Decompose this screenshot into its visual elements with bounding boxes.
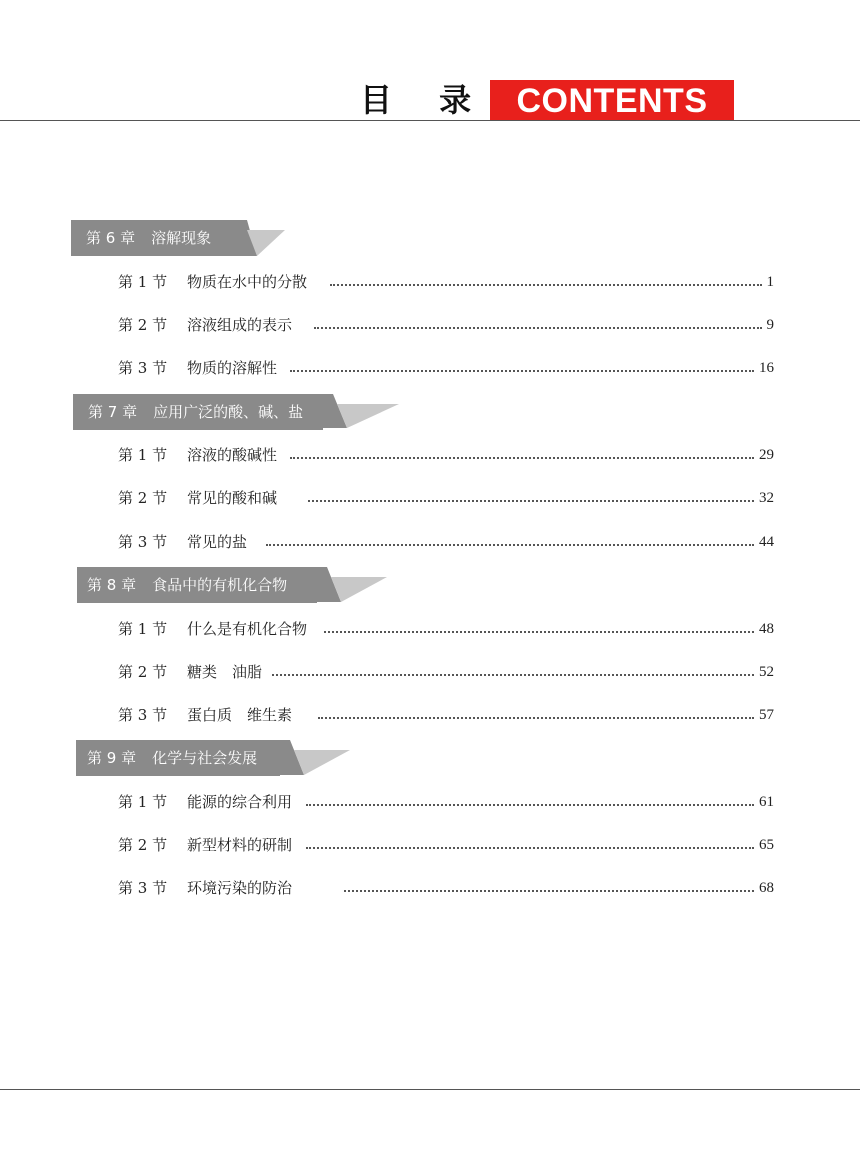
page-number: 65: [757, 832, 774, 858]
section-number: 第 2 节: [118, 836, 168, 854]
toc-entry[interactable]: [118, 659, 774, 685]
section-number: 第 3 节: [118, 879, 168, 897]
dot-leader: [266, 544, 754, 546]
section-number: 第 1 节: [118, 446, 168, 464]
toc-entry[interactable]: [118, 789, 774, 815]
page-number: 52: [757, 659, 774, 685]
chapter-bar: [76, 740, 280, 776]
page-number: 29: [757, 442, 774, 468]
section-number: 第 3 节: [118, 359, 168, 377]
section-number: 第 1 节: [118, 273, 168, 291]
chapter-number: 第 8 章: [87, 576, 137, 594]
section-title: 溶液组成的表示: [187, 312, 292, 338]
dot-leader: [290, 370, 754, 372]
chapter-bar: [77, 567, 317, 603]
chapter-title: 应用广泛的酸、碱、盐: [153, 403, 304, 421]
section-title: 蛋白质 维生素: [187, 702, 292, 728]
page-number: 32: [757, 485, 774, 511]
toc-entry[interactable]: [118, 616, 774, 642]
contents-badge: CONTENTS: [490, 80, 734, 120]
page-number: 16: [757, 355, 774, 381]
section-title: 溶液的酸碱性: [187, 442, 277, 468]
footer-rule: [0, 1089, 860, 1090]
page-number: 61: [757, 789, 774, 815]
chapter-number: 第 6 章: [86, 229, 136, 247]
section-number: 第 3 节: [118, 533, 168, 551]
chapter-title: 溶解现象: [151, 229, 212, 247]
dot-leader: [306, 804, 754, 806]
dot-leader: [272, 674, 754, 676]
chapter-number: 第 7 章: [88, 403, 138, 421]
toc-entry[interactable]: [118, 702, 774, 728]
toc-entry[interactable]: [118, 832, 774, 858]
dot-leader: [306, 847, 754, 849]
toc-entry[interactable]: [118, 529, 774, 555]
chapter-wing-shape: [237, 220, 287, 256]
section-title: 环境污染的防治: [187, 875, 292, 901]
page-header: [0, 0, 860, 122]
dot-leader: [290, 457, 754, 459]
dot-leader: [314, 327, 762, 329]
page-number: 48: [757, 616, 774, 642]
chapter-bar: [71, 220, 237, 256]
chapter-title: 化学与社会发展: [152, 749, 258, 767]
section-title: 新型材料的研制: [187, 832, 292, 858]
dot-leader: [324, 631, 754, 633]
page-number: 68: [757, 875, 774, 901]
chapter-wing-shape: [280, 740, 352, 776]
chapter-wing-shape: [323, 394, 403, 430]
header-rule: [0, 120, 860, 121]
dot-leader: [318, 717, 754, 719]
section-title: 物质在水中的分散: [187, 269, 307, 295]
section-title: 什么是有机化合物: [187, 616, 307, 642]
chapter-bar: [73, 394, 323, 430]
section-title: 常见的酸和碱: [187, 485, 277, 511]
toc-entry[interactable]: [118, 442, 774, 468]
section-number: 第 3 节: [118, 706, 168, 724]
section-number: 第 2 节: [118, 663, 168, 681]
toc-entry[interactable]: [118, 269, 774, 295]
section-number: 第 2 节: [118, 316, 168, 334]
dot-leader: [330, 284, 762, 286]
section-title: 常见的盐: [187, 529, 247, 555]
toc-entry[interactable]: [118, 485, 774, 511]
page-number: 1: [765, 269, 775, 295]
section-number: 第 1 节: [118, 793, 168, 811]
dot-leader: [308, 500, 754, 502]
section-title: 能源的综合利用: [187, 789, 292, 815]
section-number: 第 1 节: [118, 620, 168, 638]
page-number: 9: [765, 312, 775, 338]
dot-leader: [344, 890, 754, 892]
chapter-title: 食品中的有机化合物: [152, 576, 288, 594]
section-title: 糖类 油脂: [187, 659, 262, 685]
toc-entry[interactable]: [118, 875, 774, 901]
page-number: 44: [757, 529, 774, 555]
page-title: 目 录: [360, 81, 490, 119]
section-title: 物质的溶解性: [187, 355, 277, 381]
toc-entry[interactable]: [118, 312, 774, 338]
page-number: 57: [757, 702, 774, 728]
toc-entry[interactable]: [118, 355, 774, 381]
chapter-number: 第 9 章: [87, 749, 137, 767]
chapter-wing-shape: [317, 567, 391, 603]
section-number: 第 2 节: [118, 489, 168, 507]
